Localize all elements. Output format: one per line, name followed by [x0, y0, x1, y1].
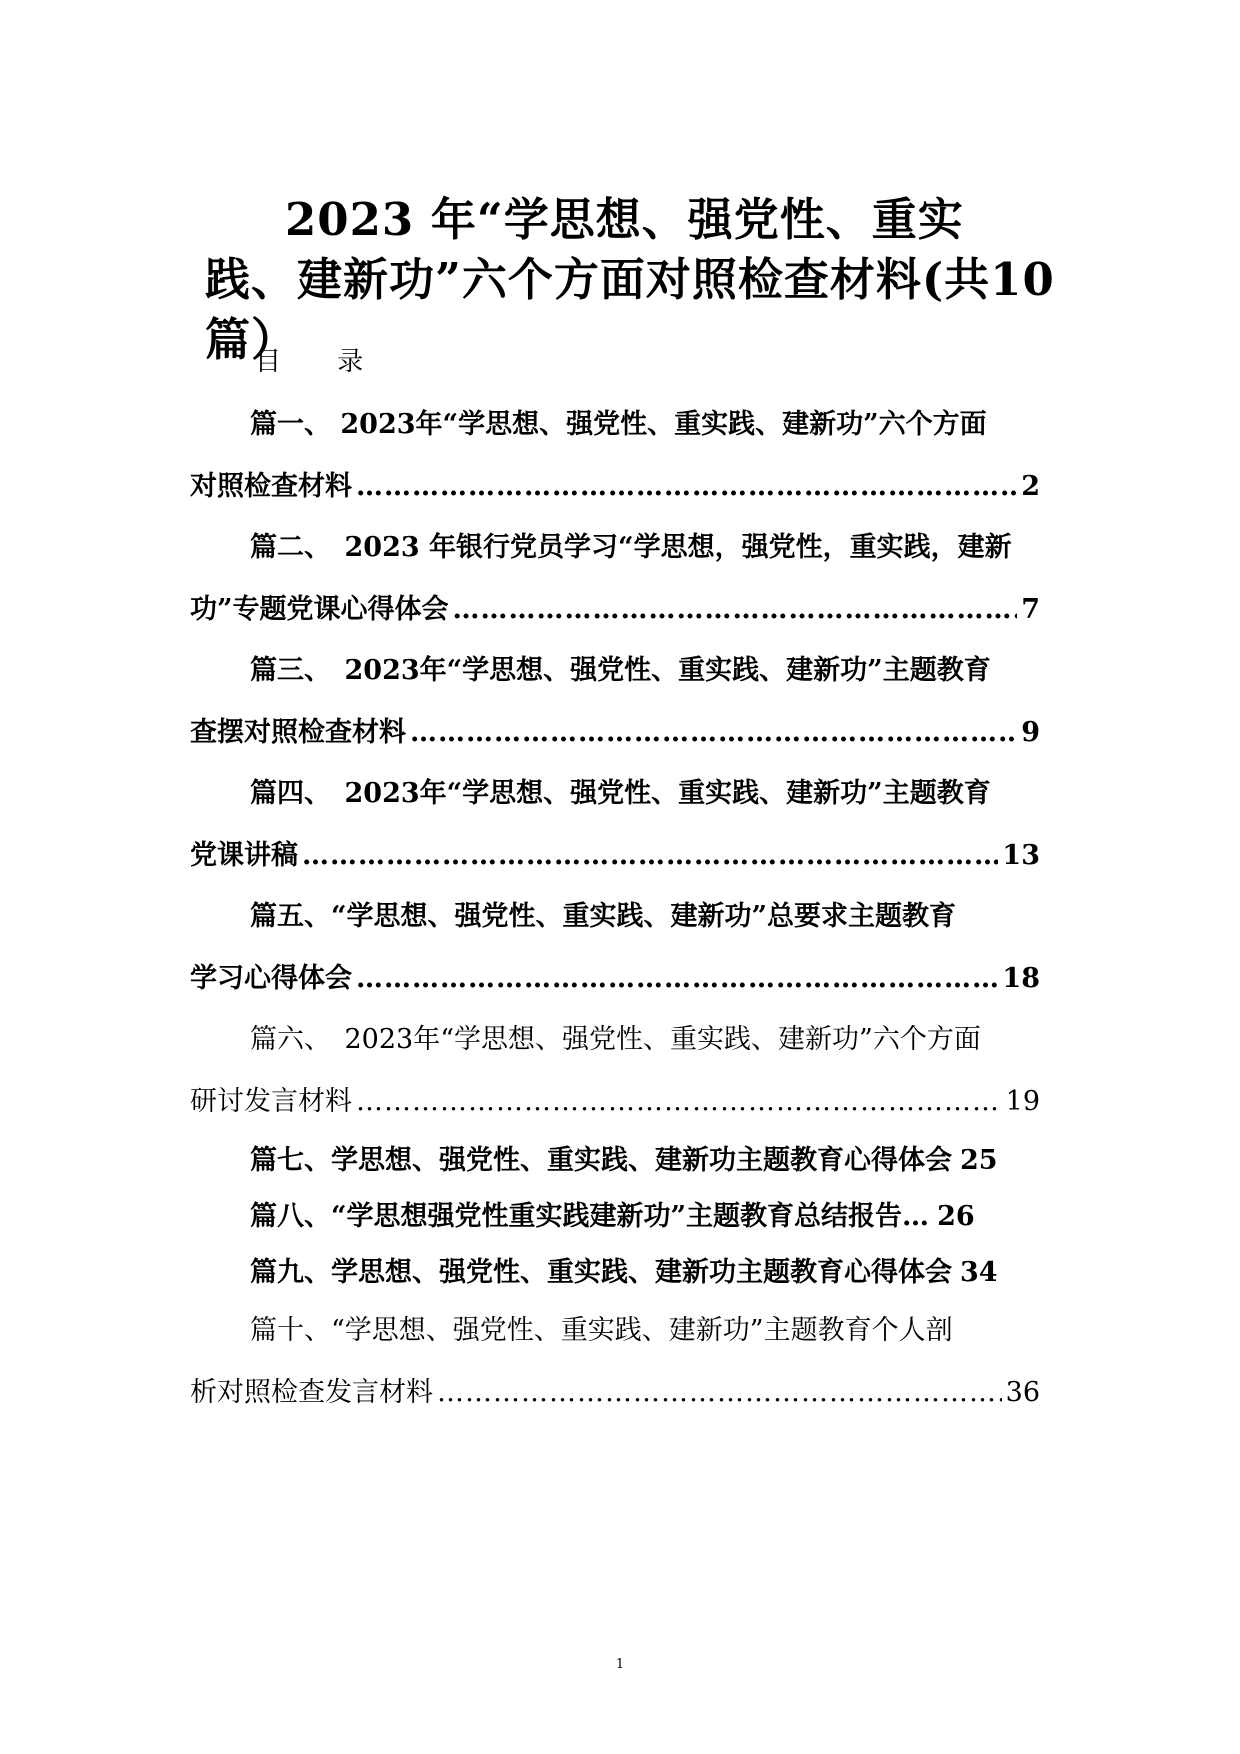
toc-entry-page: 36 [1005, 1377, 1040, 1408]
toc-entry [190, 1245, 1050, 1301]
toc-entry-line [190, 947, 1050, 1010]
toc-entry-page: 19 [1005, 1086, 1040, 1117]
toc-entry-page: 26 [937, 1201, 975, 1232]
toc-entry-title: 篇四、 2023年“学思想、强党性、重实践、建新功”主题教育 [250, 778, 991, 809]
toc-entry-title-continued: 析对照检查发言材料 [190, 1377, 433, 1408]
toc-entry-title-continued: 查摆对照检查材料 [190, 717, 406, 748]
toc-leader-dots [356, 455, 1017, 518]
toc-entry-page: 7 [1021, 594, 1040, 625]
toc-entry-page: 18 [1002, 963, 1040, 994]
toc-entry [190, 887, 1050, 1010]
toc-entry-line [190, 1189, 1050, 1245]
toc-entry-line [190, 1133, 1050, 1189]
toc-leader-dots [356, 1070, 1002, 1133]
document-title: 2023 年“学思想、强党性、重实践、建新功”六个方面对照检查材料(共10篇） [205, 193, 1055, 366]
toc-entry [190, 764, 1050, 887]
toc-entry-page: 34 [960, 1257, 998, 1288]
toc-entry [190, 641, 1050, 764]
toc-entry-title: 篇六、 2023年“学思想、强党性、重实践、建新功”六个方面 [250, 1024, 981, 1055]
toc-entry [190, 1301, 1050, 1424]
toc-entry-title: 篇一、 2023年“学思想、强党性、重实践、建新功”六个方面 [250, 409, 987, 440]
toc-leader-dots [302, 824, 998, 887]
toc-entry-title-continued: 学习心得体会 [190, 963, 352, 994]
toc-entry-title: 篇十、“学思想、强党性、重实践、建新功”主题教育个人剖 [250, 1315, 953, 1346]
toc-entry-title: 篇八、“学思想强党性重实践建新功”主题教育总结报告… [250, 1201, 930, 1232]
toc-entry-title-continued: 党课讲稿 [190, 840, 298, 871]
toc-entry-line [190, 455, 1050, 518]
toc-leader-dots [437, 1361, 1002, 1424]
toc-entry-title: 篇五、“学思想、强党性、重实践、建新功”总要求主题教育 [250, 901, 957, 932]
toc-entry-title: 篇九、学思想、强党性、重实践、建新功主题教育心得体会 [250, 1257, 952, 1288]
toc-entry [190, 518, 1050, 641]
toc-entry-page: 9 [1021, 717, 1040, 748]
toc-entry-title: 篇二、 2023 年银行党员学习“学思想，强党性，重实践，建新 [250, 532, 1012, 563]
toc-entry-page: 25 [960, 1145, 998, 1176]
toc-entry-title-continued: 功”专题党课心得体会 [190, 594, 449, 625]
toc-entry [190, 1189, 1050, 1245]
toc-leader-dots [410, 701, 1017, 764]
toc-leader-dots [453, 578, 1018, 641]
toc-entry [190, 395, 1050, 518]
toc-entry-line [190, 701, 1050, 764]
toc-entry [190, 1010, 1050, 1133]
toc-entry-line [190, 1361, 1050, 1424]
toc-entry-line [190, 1245, 1050, 1301]
toc-entry-title: 篇三、 2023年“学思想、强党性、重实践、建新功”主题教育 [250, 655, 991, 686]
table-of-contents [190, 395, 1050, 1424]
toc-leader-dots [356, 947, 998, 1010]
toc-entry-title-continued: 研讨发言材料 [190, 1086, 352, 1117]
toc-heading: 目 录 [255, 347, 388, 377]
toc-entry-page: 13 [1002, 840, 1040, 871]
page-number: 1 [615, 1657, 625, 1672]
toc-entry-line [190, 1070, 1050, 1133]
toc-entry [190, 1133, 1050, 1189]
toc-entry-page: 2 [1021, 471, 1040, 502]
toc-entry-title-continued: 对照检查材料 [190, 471, 352, 502]
toc-entry-line [190, 824, 1050, 887]
toc-entry-title: 篇七、学思想、强党性、重实践、建新功主题教育心得体会 [250, 1145, 952, 1176]
toc-entry-line [190, 578, 1050, 641]
